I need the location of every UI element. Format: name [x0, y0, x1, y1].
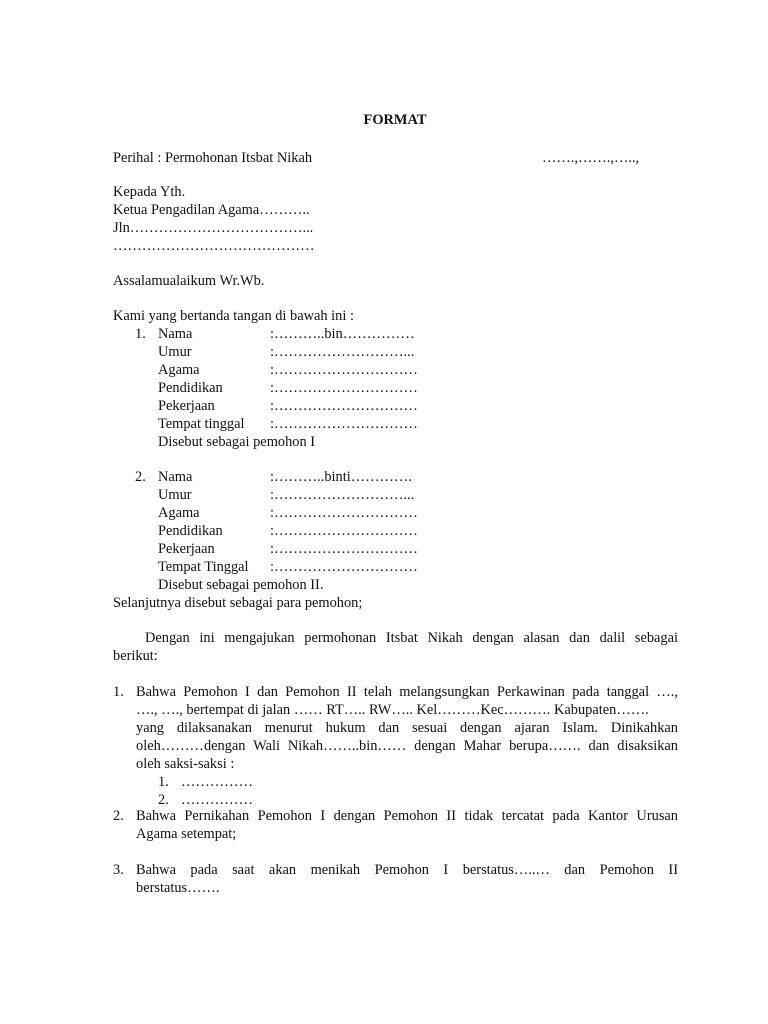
- pemohon1-disebut: Disebut sebagai pemohon I: [158, 434, 316, 450]
- pemohon2-label-tempat-tinggal: Tempat Tinggal: [158, 559, 249, 575]
- point3-number: 3.: [113, 862, 124, 878]
- pemohon2-number: 2.: [135, 469, 146, 485]
- saksi2-number: 2.: [158, 792, 169, 808]
- pemohon1-label-umur: Umur: [158, 344, 192, 360]
- point3-line2: berstatus…….: [136, 880, 220, 896]
- pemohon1-label-pekerjaan: Pekerjaan: [158, 398, 215, 414]
- jalan-line: Jln………………………………...: [113, 220, 314, 236]
- pemohon2-label-pekerjaan: Pekerjaan: [158, 541, 215, 557]
- pemohon1-label-agama: Agama: [158, 362, 200, 378]
- pemohon1-label-pendidikan: Pendidikan: [158, 380, 223, 396]
- point1-number: 1.: [113, 684, 124, 700]
- saksi2-blank: ……………: [181, 792, 253, 808]
- salam-line: Assalamualaikum Wr.Wb.: [113, 273, 265, 289]
- dengan-paragraph-line2: berikut:: [113, 648, 158, 664]
- ketua-pengadilan-line: Ketua Pengadilan Agama………..: [113, 202, 310, 218]
- point2-number: 2.: [113, 808, 124, 824]
- pemohon1-value-nama: :………..bin……………: [270, 326, 415, 342]
- pemohon1-number: 1.: [135, 326, 146, 342]
- address-blank-line: ……………………………………: [113, 238, 315, 254]
- date-blank: …….,…….,…..,: [542, 150, 640, 166]
- kepada-line: Kepada Yth.: [113, 184, 186, 200]
- point3-line1: Bahwa pada saat akan menikah Pemohon I berstatus…..… dan Pemohon II: [136, 862, 678, 878]
- pemohon1-value-pekerjaan: :…………………………: [270, 398, 418, 414]
- pemohon2-value-pekerjaan: :…………………………: [270, 541, 418, 557]
- saksi1-number: 1.: [158, 774, 169, 790]
- pemohon2-value-pendidikan: :…………………………: [270, 523, 418, 539]
- pemohon1-value-tempat-tinggal: :…………………………: [270, 416, 418, 432]
- pemohon2-value-agama: :…………………………: [270, 505, 418, 521]
- saksi1-blank: ……………: [181, 774, 253, 790]
- pemohon2-label-pendidikan: Pendidikan: [158, 523, 223, 539]
- point1-line2: …., …., bertempat di jalan …… RT….. RW….. Kel………Kec………. Kabupaten…….: [136, 702, 649, 718]
- pemohon1-label-tempat-tinggal: Tempat tinggal: [158, 416, 245, 432]
- pemohon1-label-nama: Nama: [158, 326, 193, 342]
- pemohon2-label-agama: Agama: [158, 505, 200, 521]
- pemohon1-value-umur: :………………………...: [270, 344, 415, 360]
- dengan-paragraph-line1: Dengan ini mengajukan permohonan Itsbat Nikah dengan alasan dan dalil sebagai: [145, 630, 678, 646]
- point1-line4: oleh………dengan Wali Nikah……..bin…… dengan Mahar berupa……. dan disaksikan: [136, 738, 678, 754]
- pemohon2-value-umur: :………………………...: [270, 487, 415, 503]
- point2-line2: Agama setempat;: [136, 826, 237, 842]
- pemohon2-value-nama: :………..binti………….: [270, 469, 412, 485]
- point1-line5: oleh saksi-saksi :: [136, 756, 235, 772]
- document-title: FORMAT: [363, 112, 427, 128]
- pemohon1-value-pendidikan: :…………………………: [270, 380, 418, 396]
- point2-line1: Bahwa Pernikahan Pemohon I dengan Pemohon II tidak tercatat pada Kantor Urusan: [136, 808, 678, 824]
- pemohon1-value-agama: :…………………………: [270, 362, 418, 378]
- pemohon2-label-umur: Umur: [158, 487, 192, 503]
- pemohon2-disebut: Disebut sebagai pemohon II.: [158, 577, 324, 593]
- point1-line3: yang dilaksanakan menurut hukum dan sesuai dengan ajaran Islam. Dinikahkan: [136, 720, 678, 736]
- intro-line: Kami yang bertanda tangan di bawah ini :: [113, 308, 354, 324]
- pemohon2-value-tempat-tinggal: :…………………………: [270, 559, 418, 575]
- selanjutnya-line: Selanjutnya disebut sebagai para pemohon;: [113, 595, 363, 611]
- perihal-line: Perihal : Permohonan Itsbat Nikah: [113, 150, 313, 166]
- pemohon2-label-nama: Nama: [158, 469, 193, 485]
- point1-line1: Bahwa Pemohon I dan Pemohon II telah melangsungkan Perkawinan pada tanggal ….,: [136, 684, 678, 700]
